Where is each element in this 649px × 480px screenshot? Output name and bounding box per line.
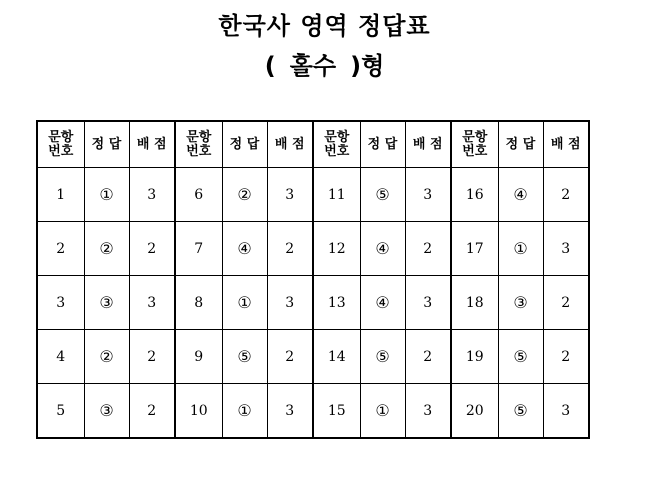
question-points: 3 [129,168,175,222]
question-points: 2 [129,330,175,384]
question-points: 2 [543,168,589,222]
question-number: 19 [451,330,498,384]
correct-answer: ④ [222,222,267,276]
column-header-points: 배 점 [267,121,313,168]
question-points: 2 [267,222,313,276]
answer-key-table [36,120,590,439]
question-number: 13 [313,276,360,330]
correct-answer: ② [222,168,267,222]
column-header-answer: 정 답 [222,121,267,168]
question-number: 8 [175,276,222,330]
column-header-points: 배 점 [543,121,589,168]
question-number: 4 [37,330,84,384]
question-number: 2 [37,222,84,276]
question-points: 2 [129,384,175,439]
table-row [37,222,589,276]
question-number: 3 [37,276,84,330]
correct-answer: ① [222,384,267,439]
question-number: 15 [313,384,360,439]
question-points: 2 [267,330,313,384]
question-points: 3 [405,168,451,222]
table-row [37,168,589,222]
question-points: 3 [405,276,451,330]
question-number: 10 [175,384,222,439]
question-number: 5 [37,384,84,439]
table-row [37,276,589,330]
question-number: 12 [313,222,360,276]
question-number: 7 [175,222,222,276]
correct-answer: ③ [84,384,129,439]
question-points: 2 [405,330,451,384]
question-points: 2 [543,276,589,330]
column-header-number: 문항 번호 [313,121,360,168]
question-points: 3 [267,168,313,222]
question-points: 3 [267,276,313,330]
correct-answer: ⑤ [360,330,405,384]
subtitle-close-paren: )형 [350,52,385,80]
column-header-number: 문항 번호 [451,121,498,168]
question-number: 9 [175,330,222,384]
question-number: 16 [451,168,498,222]
correct-answer: ② [84,330,129,384]
question-points: 3 [405,384,451,439]
question-points: 2 [405,222,451,276]
question-points: 3 [129,276,175,330]
correct-answer: ④ [498,168,543,222]
question-number: 18 [451,276,498,330]
correct-answer: ④ [360,276,405,330]
question-number: 6 [175,168,222,222]
question-points: 3 [267,384,313,439]
question-number: 11 [313,168,360,222]
correct-answer: ② [84,222,129,276]
question-number: 1 [37,168,84,222]
column-header-number: 문항 번호 [175,121,222,168]
page-title: 한국사 영역 정답표 [218,12,431,40]
correct-answer: ① [498,222,543,276]
exam-type-subtitle [0,46,649,81]
correct-answer: ⑤ [498,384,543,439]
correct-answer: ① [84,168,129,222]
correct-answer: ① [360,384,405,439]
subtitle-open-paren: ( [264,52,276,80]
question-points: 3 [543,222,589,276]
question-points: 2 [543,330,589,384]
column-header-number: 문항 번호 [37,121,84,168]
correct-answer: ⑤ [360,168,405,222]
correct-answer: ③ [84,276,129,330]
table-row [37,330,589,384]
column-header-points: 배 점 [405,121,451,168]
correct-answer: ③ [498,276,543,330]
question-number: 14 [313,330,360,384]
question-number: 17 [451,222,498,276]
table-header-row [37,121,589,168]
column-header-answer: 정 답 [360,121,405,168]
column-header-answer: 정 답 [84,121,129,168]
subtitle-type: 홀수 [289,52,337,80]
column-header-points: 배 점 [129,121,175,168]
table-row [37,384,589,439]
question-number: 20 [451,384,498,439]
correct-answer: ① [222,276,267,330]
column-header-answer: 정 답 [498,121,543,168]
question-points: 3 [543,384,589,439]
correct-answer: ④ [360,222,405,276]
correct-answer: ⑤ [222,330,267,384]
correct-answer: ⑤ [498,330,543,384]
question-points: 2 [129,222,175,276]
